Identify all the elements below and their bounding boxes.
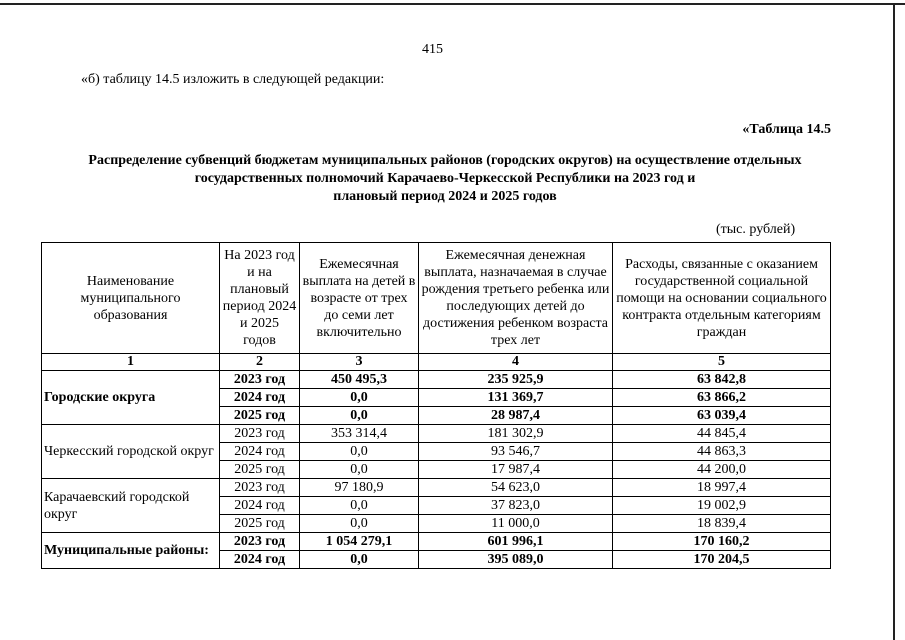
- subventions-table: [41, 242, 831, 569]
- period-cell: 2024 год: [220, 497, 300, 515]
- monthly-payment-cell: 353 314,4: [300, 425, 419, 443]
- social-contract-cell: 63 866,2: [613, 389, 831, 407]
- units-label: (тыс. рублей): [716, 222, 796, 237]
- header-third-child-payment: Ежемесячная денежная выплата, назначаемая в случае рождения третьего ребенка или последующих детей до достижения ребенком возраста трех лет: [419, 243, 613, 354]
- third-child-payment-cell: 93 546,7: [419, 443, 613, 461]
- header-municipality: Наименование муниципального образования: [42, 243, 220, 354]
- table-row: [42, 533, 831, 551]
- column-number: 1: [42, 354, 220, 371]
- social-contract-cell: 44 863,3: [613, 443, 831, 461]
- table-label: «Таблица 14.5: [742, 122, 831, 137]
- social-contract-cell: 170 204,5: [613, 551, 831, 569]
- monthly-payment-cell: 450 495,3: [300, 371, 419, 389]
- social-contract-cell: 44 200,0: [613, 461, 831, 479]
- intro-text: «б) таблицу 14.5 изложить в следующей редакции:: [81, 72, 385, 87]
- third-child-payment-cell: 11 000,0: [419, 515, 613, 533]
- title-line: государственных полномочий Карачаево-Черкесской Республики на 2023 год и: [194, 171, 696, 186]
- period-cell: 2023 год: [220, 371, 300, 389]
- municipality-name: Черкесский городской округ: [42, 425, 220, 479]
- table-row: [42, 479, 831, 497]
- table-title: [40, 152, 850, 206]
- third-child-payment-cell: 131 369,7: [419, 389, 613, 407]
- period-cell: 2025 год: [220, 407, 300, 425]
- period-cell: 2023 год: [220, 479, 300, 497]
- monthly-payment-cell: 97 180,9: [300, 479, 419, 497]
- page-number: 415: [422, 42, 443, 57]
- table-body: [42, 371, 831, 569]
- municipality-name: Муниципальные районы:: [42, 533, 220, 569]
- monthly-payment-cell: 0,0: [300, 515, 419, 533]
- period-cell: 2024 год: [220, 443, 300, 461]
- monthly-payment-cell: 0,0: [300, 443, 419, 461]
- column-number: 3: [300, 354, 419, 371]
- title-line: Распределение субвенций бюджетам муниципальных районов (городских округов) на осуществление отдельных: [88, 153, 802, 168]
- header-period: На 2023 год и на плановый период 2024 и 2025 годов: [220, 243, 300, 354]
- third-child-payment-cell: 395 089,0: [419, 551, 613, 569]
- social-contract-cell: 63 039,4: [613, 407, 831, 425]
- scan-border-top: [0, 3, 905, 5]
- monthly-payment-cell: 0,0: [300, 497, 419, 515]
- header-monthly-payment: Ежемесячная выплата на детей в возрасте от трех до семи лет включительно: [300, 243, 419, 354]
- column-number: 5: [613, 354, 831, 371]
- period-cell: 2024 год: [220, 551, 300, 569]
- municipality-name: Городские округа: [42, 371, 220, 425]
- table-row: [42, 425, 831, 443]
- social-contract-cell: 18 997,4: [613, 479, 831, 497]
- third-child-payment-cell: 37 823,0: [419, 497, 613, 515]
- third-child-payment-cell: 28 987,4: [419, 407, 613, 425]
- monthly-payment-cell: 0,0: [300, 407, 419, 425]
- monthly-payment-cell: 0,0: [300, 389, 419, 407]
- monthly-payment-cell: 0,0: [300, 461, 419, 479]
- social-contract-cell: 18 839,4: [613, 515, 831, 533]
- scan-border-right: [893, 3, 895, 640]
- municipality-name: Карачаевский городской округ: [42, 479, 220, 533]
- period-cell: 2024 год: [220, 389, 300, 407]
- period-cell: 2025 год: [220, 461, 300, 479]
- social-contract-cell: 170 160,2: [613, 533, 831, 551]
- table-row: [42, 371, 831, 389]
- third-child-payment-cell: 181 302,9: [419, 425, 613, 443]
- monthly-payment-cell: 1 054 279,1: [300, 533, 419, 551]
- third-child-payment-cell: 601 996,1: [419, 533, 613, 551]
- third-child-payment-cell: 54 623,0: [419, 479, 613, 497]
- third-child-payment-cell: 235 925,9: [419, 371, 613, 389]
- title-line: плановый период 2024 и 2025 годов: [333, 189, 557, 204]
- header-social-contract: Расходы, связанные с оказанием государственной социальной помощи на основании социального контракта отдельным категориям граждан: [613, 243, 831, 354]
- period-cell: 2023 год: [220, 533, 300, 551]
- column-number: 2: [220, 354, 300, 371]
- social-contract-cell: 44 845,4: [613, 425, 831, 443]
- period-cell: 2025 год: [220, 515, 300, 533]
- social-contract-cell: 19 002,9: [613, 497, 831, 515]
- period-cell: 2023 год: [220, 425, 300, 443]
- third-child-payment-cell: 17 987,4: [419, 461, 613, 479]
- monthly-payment-cell: 0,0: [300, 551, 419, 569]
- column-number: 4: [419, 354, 613, 371]
- social-contract-cell: 63 842,8: [613, 371, 831, 389]
